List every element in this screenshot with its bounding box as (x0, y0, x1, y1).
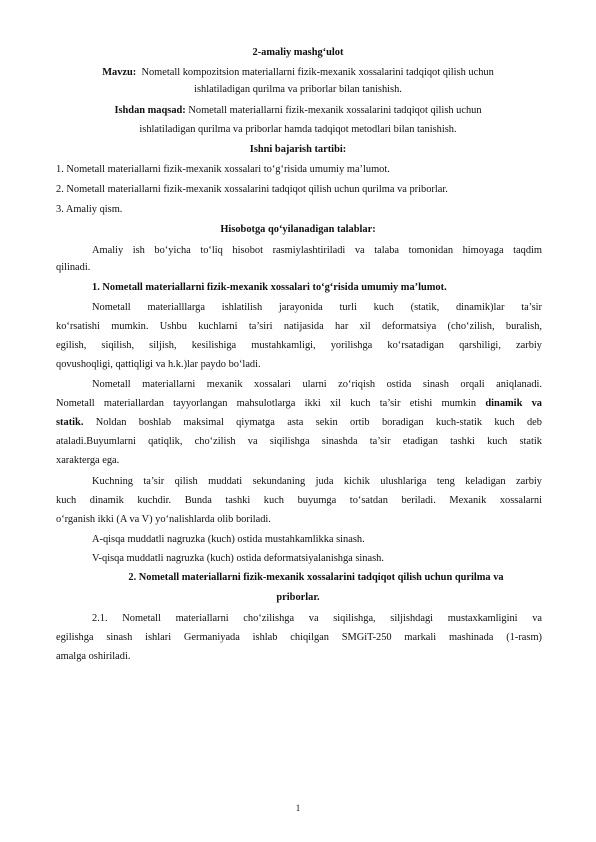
report-heading: Hisobotga qo‘yilanadigan talablar: (220, 224, 376, 235)
par2-line-3-text: Noldan boshlab maksimal qiymatga asta sekin ortib boradigan kuch-statik kuch deb (95, 417, 542, 428)
list-item-a: A-qisqa muddatli nagruzka (kuch) ostida mustahkamlikka sinash. (92, 534, 365, 545)
section-1-heading: 1. Nometall materiallarni fizik-mexanik xossalari to‘g‘risida umumiy ma’lumot. (92, 282, 447, 293)
goal-line-1 (0, 103, 596, 118)
report-line-1: Amaliy ish bo‘yicha to‘liq hisobot rasmiylashtiriladi va talaba tomonidan himoyaga taqdim (92, 245, 542, 256)
paragraph-1 (56, 298, 542, 374)
report-line-2: qilinadi. (56, 262, 91, 274)
topic-line-1 (0, 65, 596, 80)
plan-heading: Ishni bajarish tartibi: (249, 144, 347, 155)
par4-line-1: 2.1. Nometall materiallarni cho‘zilishga va siqilishga, siljishdagi mustaxkamligini va (92, 613, 542, 624)
list-item-v: V-qisqa muddatli nagruzka (kuch) ostida deformatsiyalanishga sinash. (92, 553, 384, 564)
page-title: 2-amaliy mashg‘ulot (252, 47, 344, 58)
paragraph-2 (56, 375, 542, 470)
par2-line-1: Nometall materiallarni mexanik xossalari ularni zo‘riqish ostida sinash orqali aniqlanadi. (92, 379, 542, 390)
par4-line-2: egilishga sinash ishlari Germaniyada ishlab chiqilgan SMGiT-250 markali mashinada (1-rasm) (56, 632, 542, 643)
plan-item-2: 2. Nometall materiallarni fizik-mexanik xossalarini tadqiqot qilish uchun qurilma va priborlar. (56, 184, 448, 195)
par1-line-2: ko‘rsatishi mumkin. Ushbu kuchlarni ta’siri natijasida har xil deformatsiya (cho‘zilish, buralish, (56, 321, 542, 332)
par2-line-2-text: Nometall materiallardan tayyorlangan mahsulotlarga ikki xil kuch ta’sir etishi mumkin (56, 398, 477, 409)
par2-line-2 (56, 394, 542, 413)
par3-line-3: o‘rganish ikki (A va V) yo‘nalishlarda olib boriladi. (56, 514, 271, 525)
report-paragraph (56, 243, 542, 276)
goal-label: Ishdan maqsad: (114, 105, 186, 116)
par4-line-3: amalga oshiriladi. (56, 651, 131, 662)
par2-line-5: xarakterga ega. (56, 455, 120, 466)
plan-item-1: 1. Nometall materiallarni fizik-mexanik xossalari to‘g‘risida umumiy ma’lumot. (56, 164, 390, 175)
paragraph-3 (56, 472, 542, 529)
par1-line-3: egilish, siqilish, siljish, kesilishiga mustahkamligi, yorilishga ko‘rsatadigan qarshiligi, zarbiy (56, 340, 542, 351)
par2-line-2-bold: dinamik va (485, 398, 542, 409)
par3-line-1: Kuchning ta’sir qilish muddati sekundaning juda kichik ulushlariga teng keladigan zarbiy (92, 476, 542, 487)
topic-label: Mavzu: (102, 67, 137, 78)
par1-line-1: Nometall materialllarga ishlatilish jarayonida turli kuch (statik, dinamik)lar ta’sir (92, 302, 542, 313)
topic-text-2: ishlatiladigan qurilma va priborlar bilan tanishish. (194, 84, 402, 95)
paragraph-4 (56, 609, 542, 666)
topic-text-1: Nometall kompozitsion materiallarni fizik-mexanik xossalarini tadqiqot qilish uchun (141, 67, 494, 78)
section-2-heading-1: 2. Nometall materiallarni fizik-mexanik xossalarini tadqiqot qilish uchun qurilma va (128, 572, 504, 583)
par2-line-3 (56, 413, 542, 432)
par2-line-3-bold: statik. (56, 417, 84, 428)
page-number: 1 (295, 803, 301, 813)
section-2-heading-2: priborlar. (276, 592, 320, 603)
par3-line-2: kuch dinamik kuchdir. Bunda tashki kuch buyumga to‘satdan beriladi. Mexanik xossalarni (56, 495, 542, 506)
plan-item-3: 3. Amaliy qism. (56, 204, 123, 215)
goal-text-1: Nometall materiallarni fizik-mexanik xossalarini tadqiqot qilish uchun (188, 105, 482, 116)
par2-line-4: ataladi.Buyumlarni qatiqlik, cho‘zilish va siqilishga sinashda ta’sir etadigan tashki kuch statik (56, 436, 542, 447)
goal-text-2: ishlatiladigan qurilma va priborlar hamda tadqiqot metodlari bilan tanishish. (139, 124, 457, 135)
par1-line-4: qovushoqligi, qattiqligi va h.k.)lar paydo bo‘ladi. (56, 359, 261, 370)
